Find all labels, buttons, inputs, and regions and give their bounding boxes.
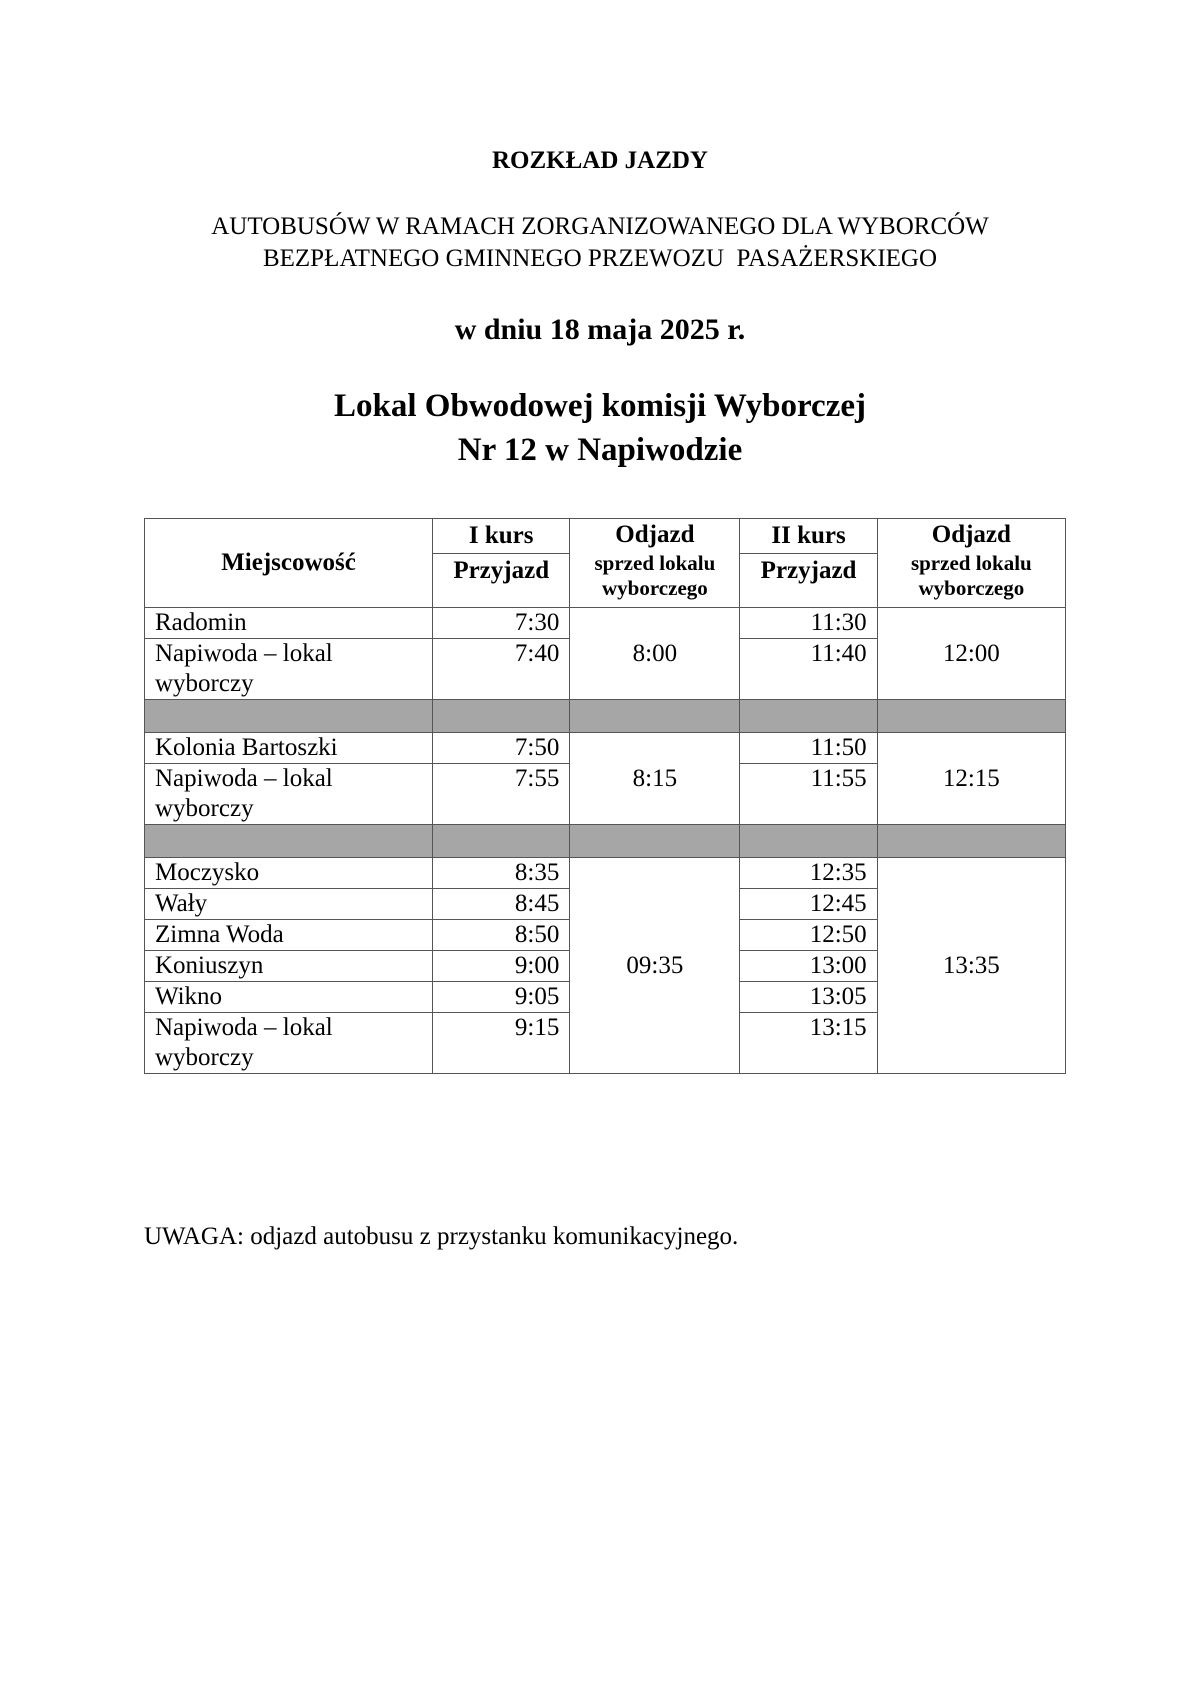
schedule-body bbox=[145, 608, 1066, 1074]
cell-arrival-2: 11:40 bbox=[740, 639, 877, 700]
separator-cell bbox=[145, 700, 433, 733]
cell-place: Wikno bbox=[145, 982, 433, 1013]
location-line-2: Nr 12 w Napiwodzie bbox=[457, 432, 743, 468]
header-departure-2 bbox=[877, 519, 1065, 608]
cell-arrival-1: 8:50 bbox=[433, 920, 570, 951]
cell-place: Napiwoda – lokal wyborczy bbox=[145, 764, 433, 825]
cell-departure-1: 8:00 bbox=[570, 608, 740, 700]
cell-place: Koniuszyn bbox=[145, 951, 433, 982]
cell-arrival-2: 12:45 bbox=[740, 889, 877, 920]
cell-arrival-1: 9:00 bbox=[433, 951, 570, 982]
table-row bbox=[145, 733, 1066, 764]
cell-arrival-2: 13:05 bbox=[740, 982, 877, 1013]
cell-place: Wały bbox=[145, 889, 433, 920]
cell-arrival-2: 13:00 bbox=[740, 951, 877, 982]
subtitle-line-2: BEZPŁATNEGO GMINNEGO PRZEWOZU PASAŻERSKIEGO bbox=[262, 245, 938, 272]
cell-arrival-2: 12:50 bbox=[740, 920, 877, 951]
header-departure-1-label: Odjazd bbox=[615, 521, 695, 548]
table-row bbox=[145, 858, 1066, 889]
schedule-table bbox=[144, 518, 1066, 1074]
cell-arrival-2: 12:35 bbox=[740, 858, 877, 889]
separator-row bbox=[145, 825, 1066, 858]
separator-row bbox=[145, 700, 1066, 733]
cell-arrival-1: 8:35 bbox=[433, 858, 570, 889]
separator-cell bbox=[145, 825, 433, 858]
header-place: Miejscowość bbox=[145, 519, 433, 608]
location-line-1: Lokal Obwodowej komisji Wyborczej bbox=[334, 388, 866, 424]
table-row bbox=[145, 608, 1066, 639]
header-departure-1 bbox=[570, 519, 740, 608]
cell-place: Kolonia Bartoszki bbox=[145, 733, 433, 764]
cell-departure-2: 12:00 bbox=[877, 608, 1065, 700]
cell-arrival-1: 8:45 bbox=[433, 889, 570, 920]
separator-cell bbox=[877, 825, 1065, 858]
separator-cell bbox=[740, 825, 877, 858]
header-course-1: I kurs bbox=[433, 519, 570, 554]
cell-arrival-2: 11:50 bbox=[740, 733, 877, 764]
header-arrival-1: Przyjazd bbox=[433, 553, 570, 607]
separator-cell bbox=[877, 700, 1065, 733]
separator-cell bbox=[740, 700, 877, 733]
cell-place: Napiwoda – lokal wyborczy bbox=[145, 639, 433, 700]
header-departure-1-sub: sprzed lokalu wyborczego bbox=[594, 551, 716, 600]
cell-place: Napiwoda – lokal wyborczy bbox=[145, 1013, 433, 1074]
cell-departure-2: 12:15 bbox=[877, 733, 1065, 825]
cell-arrival-1: 7:55 bbox=[433, 764, 570, 825]
separator-cell bbox=[433, 700, 570, 733]
cell-departure-1: 8:15 bbox=[570, 733, 740, 825]
schedule-date: w dniu 18 maja 2025 r. bbox=[454, 313, 746, 346]
cell-departure-2: 13:35 bbox=[877, 858, 1065, 1074]
cell-departure-1: 09:35 bbox=[570, 858, 740, 1074]
cell-arrival-1: 7:30 bbox=[433, 608, 570, 639]
header-departure-2-label: Odjazd bbox=[931, 521, 1011, 548]
document-title: ROZKŁAD JAZDY bbox=[492, 147, 708, 174]
separator-cell bbox=[433, 825, 570, 858]
cell-arrival-1: 7:40 bbox=[433, 639, 570, 700]
cell-place: Zimna Woda bbox=[145, 920, 433, 951]
cell-arrival-2: 11:55 bbox=[740, 764, 877, 825]
header-arrival-2: Przyjazd bbox=[740, 553, 877, 607]
cell-arrival-2: 13:15 bbox=[740, 1013, 877, 1074]
header-departure-2-sub: sprzed lokalu wyborczego bbox=[910, 551, 1032, 600]
separator-cell bbox=[570, 700, 740, 733]
note: UWAGA: odjazd autobusu z przystanku komunikacyjnego. bbox=[144, 1223, 739, 1250]
cell-place: Radomin bbox=[145, 608, 433, 639]
cell-arrival-1: 7:50 bbox=[433, 733, 570, 764]
cell-arrival-1: 9:15 bbox=[433, 1013, 570, 1074]
cell-arrival-1: 9:05 bbox=[433, 982, 570, 1013]
header-course-2: II kurs bbox=[740, 519, 877, 554]
subtitle-line-1: AUTOBUSÓW W RAMACH ZORGANIZOWANEGO DLA WYBORCÓW bbox=[211, 213, 989, 240]
separator-cell bbox=[570, 825, 740, 858]
cell-arrival-2: 11:30 bbox=[740, 608, 877, 639]
cell-place: Moczysko bbox=[145, 858, 433, 889]
